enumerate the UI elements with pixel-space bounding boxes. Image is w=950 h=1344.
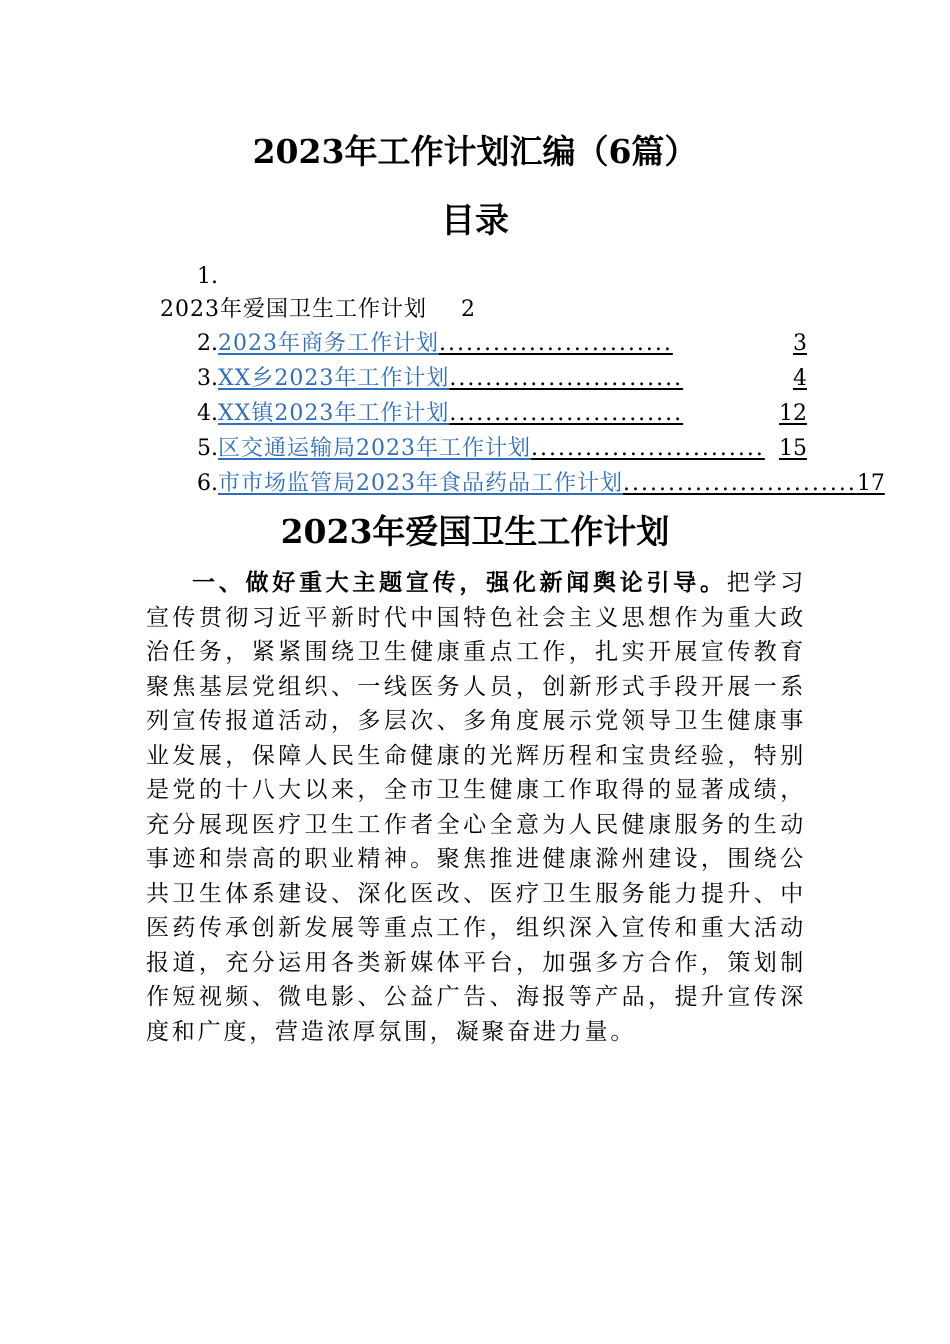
toc-item-6[interactable] [197,467,885,499]
paragraph-heading: 一、做好重大主题宣传，强化新闻舆论引导。 [192,570,727,596]
toc-item-number: 5. [197,436,218,461]
toc-item-5[interactable] [197,432,807,464]
toc-item-1-title: 2023年爱国卫生工作计划 [160,297,427,322]
toc-item-link[interactable]: 区交通运输局2023年工作计划 [218,436,531,461]
toc-item-4[interactable] [197,397,807,429]
toc-item-link[interactable]: XX乡2023年工作计划 [218,366,450,391]
toc-heading: 目录 [441,201,509,241]
toc-item-number: 6. [197,471,218,496]
toc-item-page: 12 [779,401,807,426]
toc-item-number: 2. [197,331,218,356]
toc-item-1-number: 1. [197,264,218,289]
toc-item-number: 3. [197,366,218,391]
section-title: 2023年爱国卫生工作计划 [280,512,670,551]
toc-item-1-page: 2 [461,297,476,322]
toc-item-page: 4 [793,366,807,391]
toc-dot-leader: .......................... [449,366,684,391]
toc-item-page: 3 [793,331,807,356]
toc-item-page: 17 [856,471,885,496]
document-title: 2023年工作计划汇编（6篇） [252,132,698,171]
toc-dot-leader: .......................... [449,401,684,426]
body-paragraph [146,566,806,1049]
toc-item-number: 4. [197,401,218,426]
toc-dot-leader: .......................... [439,331,673,356]
toc-item-link[interactable]: 市市场监管局2023年食品药品工作计划 [218,471,623,496]
toc-item-2[interactable] [197,327,807,359]
toc-dot-leader: .......................... [531,436,765,461]
toc-item-link[interactable]: XX镇2023年工作计划 [218,401,450,426]
paragraph-text: 把学习宣传贯彻习近平新时代中国特色社会主义思想作为重大政治任务，紧紧围绕卫生健康重点工作，扎实开展宣传教育聚焦基层党组织、一线医务人员，创新形式手段开展一系列宣传报道活动，多层次、多角度展示党领导卫生健康事业发展，保障人民生命健康的光辉历程和宝贵经验，特别是党的十八大以来，全市卫生健康工作取得的显著成绩，充分展现医疗卫生工作者全心全意为人民健康服务的生动事迹和崇高的职业精神。聚焦推进健康滁州建设，围绕公共卫生体系建设、深化医改、医疗卫生服务能力提升、中医药传承创新发展等重点工作，组织深入宣传和重大活动报道，充分运用各类新媒体平台，加强多方合作，策划制作短视频、微电影、公益广告、海报等产品，提升宣传深度和广度，营造浓厚氛围，凝聚奋进力量。 [146,570,807,1045]
toc-item-link[interactable]: 2023年商务工作计划 [218,331,439,356]
toc-item-3[interactable] [197,362,807,394]
toc-dot-leader: .......................... [623,471,857,496]
toc-item-1[interactable] [160,295,476,325]
toc-item-page: 15 [779,436,807,461]
